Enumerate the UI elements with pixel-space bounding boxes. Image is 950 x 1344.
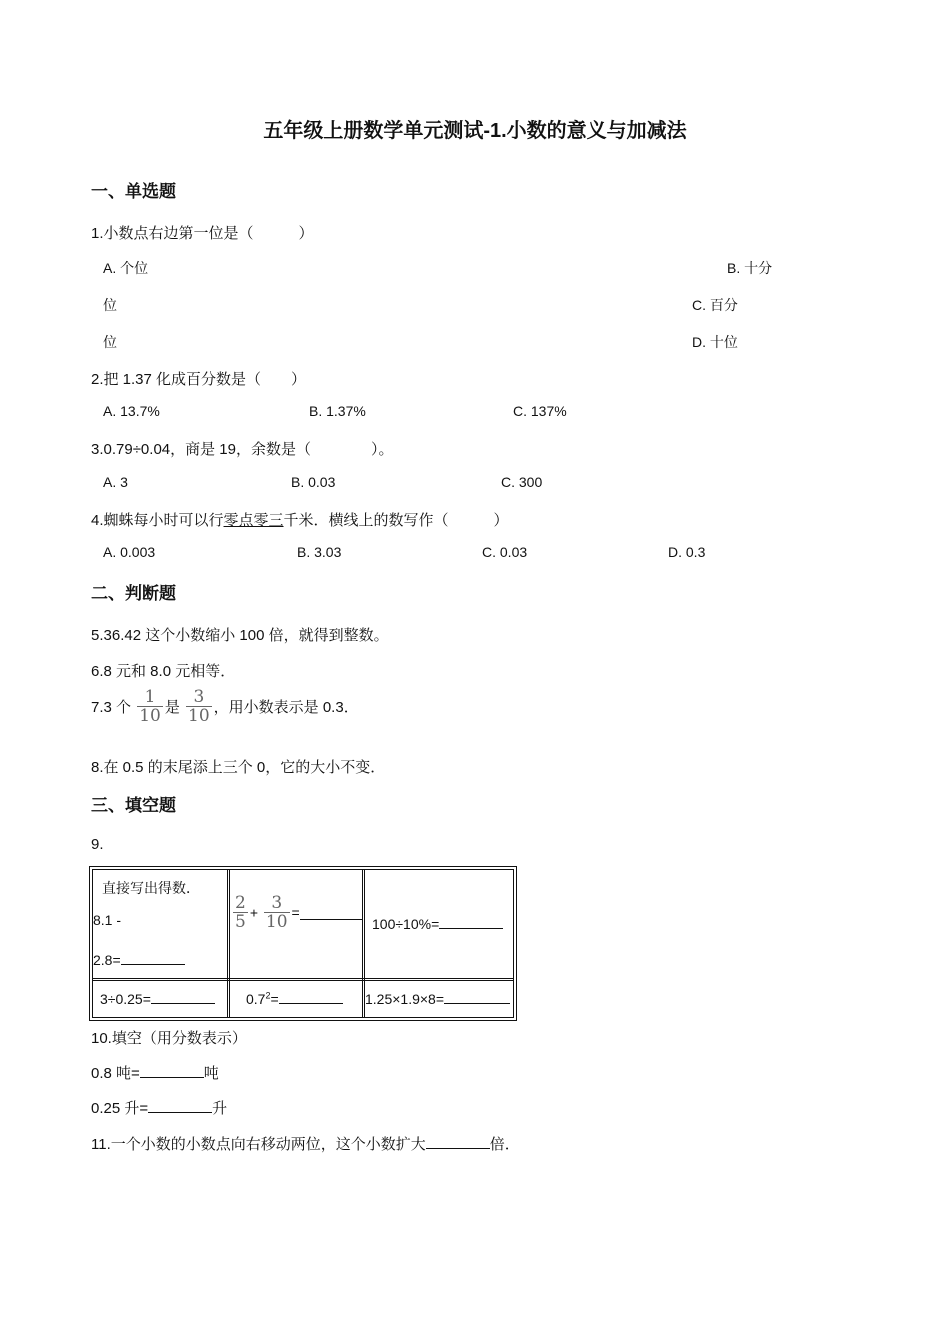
- q9-cell5-expr: $0.7^2=$: [246, 989, 343, 1007]
- section-heading-true-false: 二、判断题: [91, 584, 176, 603]
- page-title: 五年级上册数学单元测试-1.小数的意义与加减法: [263, 120, 687, 142]
- question-2: 2.把 1.37 化成百分数是（ ）: [91, 371, 307, 388]
- q7-text-post: ，用小数表示是 0.3．: [213, 699, 359, 716]
- q4-option-b[interactable]: B. 3.03: [297, 544, 342, 560]
- q7-text-pre: 7.3 个: [91, 699, 132, 716]
- q9-cell1-expr-part2: 2.8=: [93, 950, 185, 968]
- q4-text-pre: 4.蜘蛛每小时可以行: [91, 512, 224, 529]
- q4-underlined-number: 零点零三: [223, 512, 284, 529]
- q1-option-c[interactable]: C. 百分: [692, 297, 738, 313]
- q9-cell3-expr: 100÷10%=: [372, 914, 503, 932]
- question-4: [91, 509, 509, 530]
- question-8: 8.在 0.5 的末尾添上三个 0，它的大小不变．: [91, 759, 386, 776]
- q9-cell6-expr: 1.25×1.9×8=: [365, 989, 510, 1007]
- q3-option-a[interactable]: A. 3: [103, 474, 128, 490]
- q11-answer-blank[interactable]: [426, 1134, 490, 1149]
- q9-calculation-table: [89, 866, 517, 1021]
- q4-option-d[interactable]: D. 0.3: [668, 544, 706, 560]
- question-6: 6.8 元和 8.0 元相等．: [91, 663, 236, 680]
- q9-answer-blank-6[interactable]: [444, 989, 510, 1004]
- question-10: 10.填空（用分数表示）: [91, 1030, 247, 1047]
- section-heading-fill-blank: 三、填空题: [91, 796, 176, 815]
- question-11: 11.一个小数的小数点向右移动两位，这个小数扩大 倍．: [91, 1136, 520, 1153]
- q10-line-2: 0.25 升= 升: [91, 1100, 228, 1117]
- q1-option-a[interactable]: A. 个位: [103, 260, 149, 276]
- q9-cell1-expr-part1: 8.1 -: [93, 912, 122, 928]
- q10-answer-blank-1[interactable]: [140, 1063, 204, 1078]
- q9-cell1-instruction: 直接写出得数．: [102, 880, 200, 896]
- q10-line-1: 0.8 吨= 吨: [91, 1065, 219, 1082]
- q9-fraction-2-5: $\frac{2}{5}$: [235, 893, 246, 932]
- question-7: [91, 688, 359, 725]
- q2-option-c[interactable]: C. 137%: [513, 403, 567, 419]
- q4-text-post: 千米．横线上的数写作（ ）: [283, 512, 509, 529]
- q3-option-c[interactable]: C. 300: [501, 474, 543, 490]
- q7-fraction-1: $\frac{1}{10}$: [139, 687, 161, 726]
- question-5: 5.36.42 这个小数缩小 100 倍，就得到整数。: [91, 627, 389, 644]
- q2-option-b[interactable]: B. 1.37%: [309, 403, 366, 419]
- q9-answer-blank-4[interactable]: [151, 989, 215, 1004]
- q7-fraction-2: $\frac{3}{10}$: [188, 687, 210, 726]
- q10-answer-blank-2[interactable]: [148, 1098, 212, 1113]
- q9-answer-blank-3[interactable]: [439, 914, 503, 929]
- question-1: 1.小数点右边第一位是（ ）: [91, 225, 314, 242]
- q1-option-d[interactable]: D. 十位: [692, 334, 738, 350]
- q9-fraction-3-10: $\frac{3}{10}$: [265, 893, 288, 932]
- q1-option-b-wrap: 位: [103, 297, 117, 313]
- q7-text-mid: 是: [164, 699, 180, 716]
- q9-cell4-expr: 3÷0.25=: [100, 989, 215, 1007]
- q1-option-b[interactable]: B. 十分: [727, 260, 773, 276]
- section-heading-single-choice: 一、单选题: [91, 182, 176, 201]
- q4-option-c[interactable]: C. 0.03: [482, 544, 528, 560]
- question-3: 3.0.79÷0.04，商是 19，余数是（ ）。: [91, 441, 394, 458]
- q4-option-a[interactable]: A. 0.003: [103, 544, 156, 560]
- q9-answer-blank-5[interactable]: [279, 989, 343, 1004]
- q9-answer-blank-2[interactable]: [300, 905, 362, 920]
- q2-option-a[interactable]: A. 13.7%: [103, 403, 160, 419]
- question-9-label: 9.: [91, 836, 104, 853]
- q3-option-b[interactable]: B. 0.03: [291, 474, 336, 490]
- q1-option-c-wrap: 位: [103, 334, 117, 350]
- q9-cell2-expr: $\frac{2}{5}$ + $\frac{3}{10}$ =: [231, 894, 362, 931]
- q9-answer-blank-1[interactable]: [121, 950, 185, 965]
